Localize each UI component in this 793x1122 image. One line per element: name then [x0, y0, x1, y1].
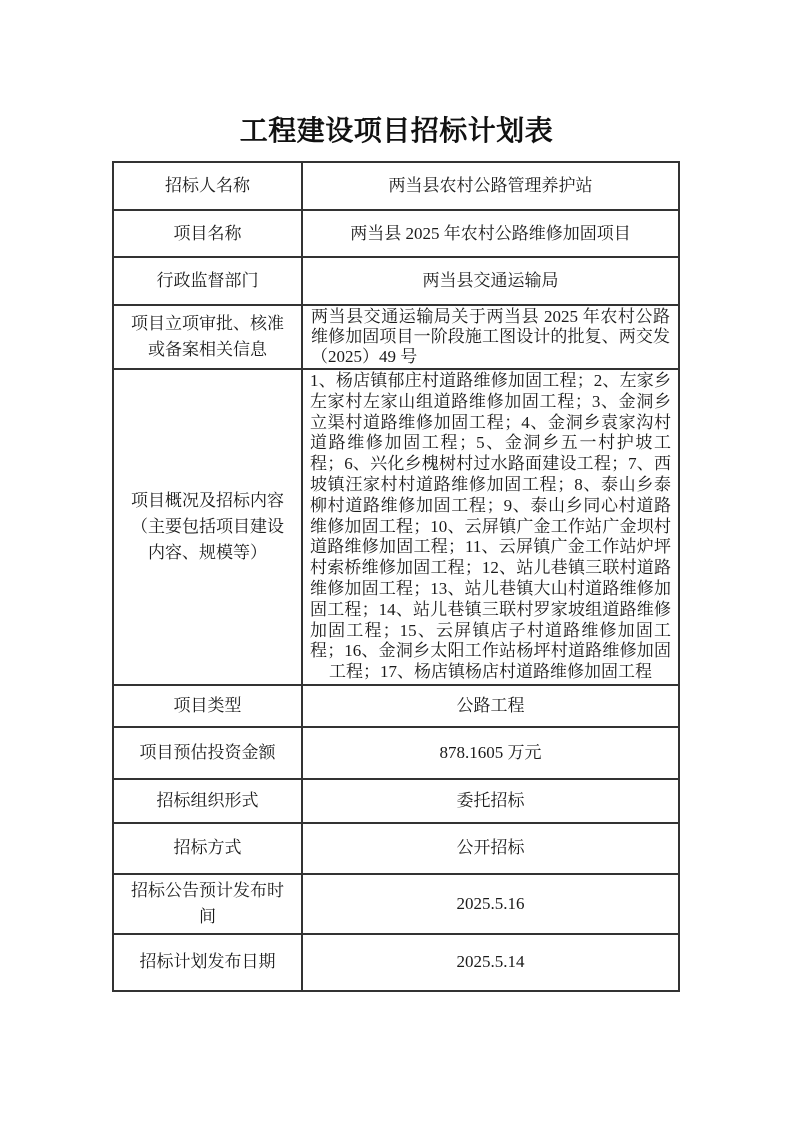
- row-value: 两当县交通运输局关于两当县 2025 年农村公路维修加固项目一阶段施工图设计的批复、两交发（2025）49 号: [302, 305, 679, 369]
- row-value: 两当县交通运输局: [302, 257, 679, 305]
- table-row-project-overview: [113, 369, 679, 685]
- row-label: 招标人名称: [113, 162, 302, 210]
- row-value: 1、杨店镇郁庄村道路维修加固工程；2、左家乡左家村左家山组道路维修加固工程；3、金洞乡立渠村道路维修加固工程；4、金洞乡袁家沟村道路维修加固工程；5、金洞乡五一村护坡工程；6、兴化乡槐树村过水路面建设工程；7、西坡镇汪家村村道路维修加固工程；8、泰山乡泰柳村道路维修加固工程；9、泰山乡同心村道路维修加固工程；10、云屏镇广金工作站广金坝村道路维修加固工程；11、云屏镇广金工作站炉坪村索桥维修加固工程；12、站儿巷镇三联村道路维修加固工程；13、站儿巷镇大山村道路维修加固工程；14、站儿巷镇三联村罗家坡组道路维修加固工程；15、云屏镇店子村道路维修加固工程；16、金洞乡太阳工作站杨坪村道路维修加固工程；17、杨店镇杨店村道路维修加固工程: [302, 369, 679, 685]
- row-label: 招标公告预计发布时间: [113, 874, 302, 934]
- bidding-plan-table: [112, 161, 680, 992]
- row-value: 两当县农村公路管理养护站: [302, 162, 679, 210]
- table-row-supervising-department: [113, 257, 679, 305]
- table-row-plan-release-date: [113, 934, 679, 991]
- row-value: 两当县 2025 年农村公路维修加固项目: [302, 210, 679, 257]
- table-row-bidding-method: [113, 823, 679, 874]
- row-label: 项目类型: [113, 685, 302, 727]
- row-value: 公开招标: [302, 823, 679, 874]
- row-label: 招标方式: [113, 823, 302, 874]
- row-value: 委托招标: [302, 779, 679, 823]
- row-label: 招标组织形式: [113, 779, 302, 823]
- table-row-organization-form: [113, 779, 679, 823]
- row-label: 项目名称: [113, 210, 302, 257]
- page-title: 工程建设项目招标计划表: [239, 116, 554, 147]
- row-label: 项目立项审批、核准或备案相关信息: [113, 305, 302, 369]
- table-row-project-type: [113, 685, 679, 727]
- row-label: 项目概况及招标内容（主要包括项目建设内容、规模等）: [113, 369, 302, 685]
- table-row-estimated-investment: [113, 727, 679, 779]
- row-value: 公路工程: [302, 685, 679, 727]
- row-value: 878.1605 万元: [302, 727, 679, 779]
- table-row-approval-info: [113, 305, 679, 369]
- table-row-announcement-date: [113, 874, 679, 934]
- table-row-bidder-name: [113, 162, 679, 210]
- row-value: 2025.5.14: [302, 934, 679, 991]
- row-label: 项目预估投资金额: [113, 727, 302, 779]
- row-label: 行政监督部门: [113, 257, 302, 305]
- table-row-project-name: [113, 210, 679, 257]
- row-value: 2025.5.16: [302, 874, 679, 934]
- row-label: 招标计划发布日期: [113, 934, 302, 991]
